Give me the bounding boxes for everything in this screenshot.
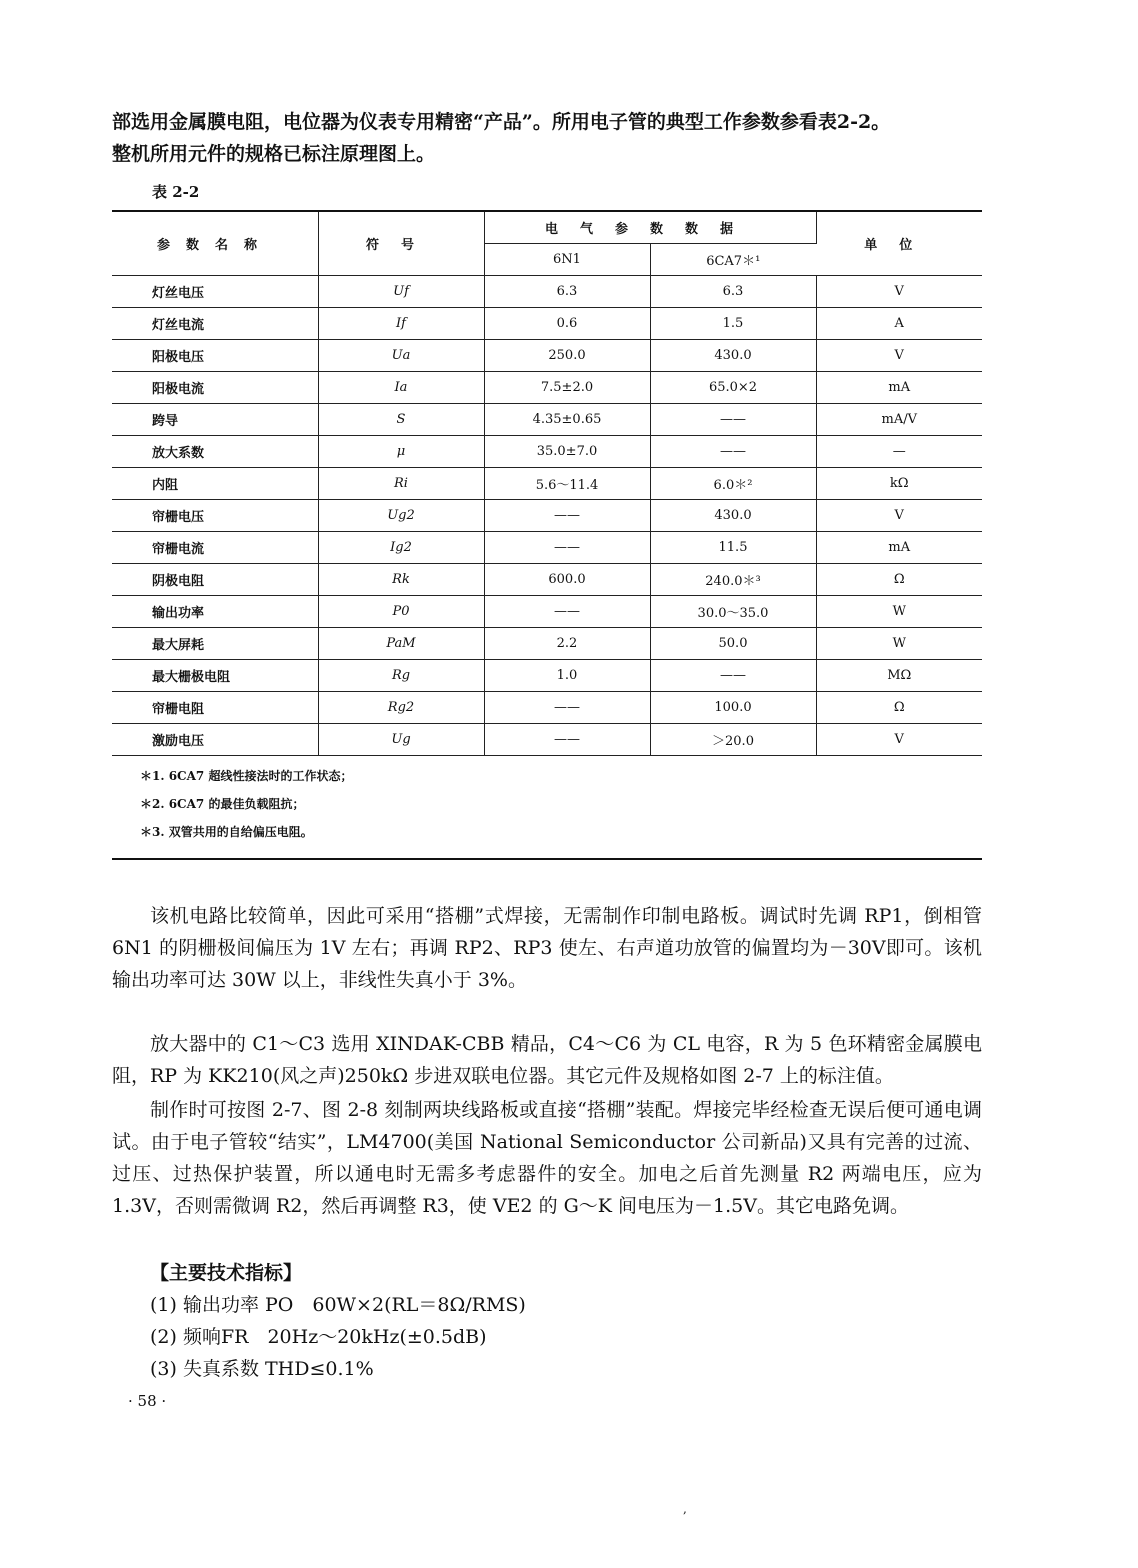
table-row — [112, 596, 982, 628]
param-name-cell: 帘栅电流 — [112, 532, 318, 564]
value-6ca7-cell: 430.0 — [650, 340, 816, 372]
value-6ca7-cell: 11.5 — [650, 532, 816, 564]
page-number: · 58 · — [128, 1392, 167, 1410]
paragraph-components: 放大器中的 C1～C3 选用 XINDAK-CBB 精品，C4～C6 为 CL 电容，R 为 5 色环精密金属膜电阻，RP 为 KK210(风之声)250kΩ 步进双联电位器。其它元件及规格如图 2-7 上的标注值。 — [112, 1033, 982, 1087]
unit-cell: V — [816, 500, 982, 532]
table-row — [112, 436, 982, 468]
param-name-cell: 激励电压 — [112, 724, 318, 756]
value-6ca7-cell: —— — [650, 436, 816, 468]
value-6ca7-cell: 65.0×2 — [650, 372, 816, 404]
unit-cell: MΩ — [816, 660, 982, 692]
table-row — [112, 308, 982, 340]
table-row — [112, 532, 982, 564]
symbol-cell: Ri — [318, 468, 484, 500]
table-row — [112, 372, 982, 404]
symbol-cell: Ig2 — [318, 532, 484, 564]
value-6ca7-cell: 430.0 — [650, 500, 816, 532]
table-row — [112, 468, 982, 500]
intro-line-1: 部选用金属膜电阻，电位器为仪表专用精密“产品”。所用电子管的典型工作参数参看表2-2。 — [112, 111, 891, 133]
param-name-cell: 阴极电阻 — [112, 564, 318, 596]
unit-cell: kΩ — [816, 468, 982, 500]
param-name-cell: 最大栅极电阻 — [112, 660, 318, 692]
table-row — [112, 692, 982, 724]
symbol-cell: PaM — [318, 628, 484, 660]
symbol-cell: S — [318, 404, 484, 436]
value-6n1-cell: 35.0±7.0 — [484, 436, 650, 468]
value-6ca7-cell: 1.5 — [650, 308, 816, 340]
unit-cell: Ω — [816, 564, 982, 596]
value-6n1-cell: 2.2 — [484, 628, 650, 660]
unit-cell: W — [816, 628, 982, 660]
param-name-cell: 放大系数 — [112, 436, 318, 468]
unit-cell: V — [816, 340, 982, 372]
paragraph-debugging: 该机电路比较简单，因此可采用“搭棚”式焊接，无需制作印制电路板。调试时先调 RP1，倒相管 6N1 的阴栅极间偏压为 1V 左右；再调 RP2、RP3 使左、右声道功放管的偏置均为－30V即可。该机输出功率可达 30W 以上，非线性失真小于 3%。 — [112, 905, 982, 991]
table-row — [112, 276, 982, 308]
param-name-cell: 阳极电流 — [112, 372, 318, 404]
table-row — [112, 340, 982, 372]
header-symbol: 符号 — [318, 211, 484, 276]
intro-line-2: 整机所用元件的规格已标注原理图上。 — [112, 143, 436, 165]
value-6n1-cell: —— — [484, 500, 650, 532]
value-6n1-cell: 600.0 — [484, 564, 650, 596]
param-name-cell: 灯丝电流 — [112, 308, 318, 340]
table-row — [112, 660, 982, 692]
value-6n1-cell: 0.6 — [484, 308, 650, 340]
table-header-row — [112, 211, 982, 244]
symbol-cell: Rg2 — [318, 692, 484, 724]
table-note: ＊1. 6CA7 超线性接法时的工作状态； — [140, 769, 353, 783]
value-6ca7-cell: 240.0＊³ — [650, 564, 816, 596]
header-unit: 单位 — [816, 211, 982, 276]
value-6ca7-cell: 100.0 — [650, 692, 816, 724]
value-6n1-cell: 1.0 — [484, 660, 650, 692]
unit-cell: Ω — [816, 692, 982, 724]
param-name-cell: 灯丝电压 — [112, 276, 318, 308]
value-6ca7-cell: 30.0～35.0 — [650, 596, 816, 628]
spec-item: (3) 失真系数 THD≤0.1% — [150, 1358, 374, 1380]
table-note: ＊3. 双管共用的自给偏压电阻。 — [140, 825, 313, 839]
table-row — [112, 500, 982, 532]
unit-cell: A — [816, 308, 982, 340]
unit-cell: V — [816, 724, 982, 756]
param-name-cell: 帘栅电压 — [112, 500, 318, 532]
param-name-cell: 最大屏耗 — [112, 628, 318, 660]
table-caption: 表 2-2 — [152, 183, 200, 201]
value-6n1-cell: —— — [484, 596, 650, 628]
spec-item: (2) 频响FR 20Hz～20kHz(±0.5dB) — [150, 1326, 487, 1348]
stray-mark: , — [683, 1502, 687, 1516]
unit-cell: W — [816, 596, 982, 628]
symbol-cell: If — [318, 308, 484, 340]
value-6ca7-cell: ＞20.0 — [650, 724, 816, 756]
symbol-cell: Ug — [318, 724, 484, 756]
symbol-cell: P0 — [318, 596, 484, 628]
symbol-cell: Rk — [318, 564, 484, 596]
paragraph-assembly: 制作时可按图 2-7、图 2-8 刻制两块线路板或直接“搭棚”装配。焊接完毕经检查无误后便可通电调试。由于电子管较“结实”，LM4700(美国 National Semiconductor 公司新品)又具有完善的过流、过压、过热保护装置，所以通电时无需多考虑器件的安全。加电之后首先测量 R2 两端电压，应为 1.3V，否则需微调 R2，然后再调整 R3，使 VE2 的 G～K 间电压为－1.5V。其它电路免调。 — [112, 1099, 982, 1217]
spec-title: 【主要技术指标】 — [150, 1262, 303, 1284]
unit-cell: — — [816, 436, 982, 468]
value-6ca7-cell: 6.3 — [650, 276, 816, 308]
symbol-cell: μ — [318, 436, 484, 468]
value-6n1-cell: —— — [484, 532, 650, 564]
table-row — [112, 628, 982, 660]
value-6ca7-cell: —— — [650, 404, 816, 436]
parameter-table — [112, 210, 982, 756]
value-6ca7-cell: —— — [650, 660, 816, 692]
value-6n1-cell: 4.35±0.65 — [484, 404, 650, 436]
param-name-cell: 输出功率 — [112, 596, 318, 628]
param-name-cell: 帘栅电阻 — [112, 692, 318, 724]
header-electrical-data: 电气参数数据 — [484, 211, 816, 244]
value-6n1-cell: —— — [484, 692, 650, 724]
value-6n1-cell: 6.3 — [484, 276, 650, 308]
symbol-cell: Ua — [318, 340, 484, 372]
param-name-cell: 阳极电压 — [112, 340, 318, 372]
unit-cell: mA/V — [816, 404, 982, 436]
spec-item: (1) 输出功率 PO 60W×2(RL＝8Ω/RMS) — [150, 1294, 526, 1316]
symbol-cell: Rg — [318, 660, 484, 692]
param-name-cell: 跨导 — [112, 404, 318, 436]
param-name-cell: 内阻 — [112, 468, 318, 500]
table-row — [112, 724, 982, 756]
value-6n1-cell: 5.6～11.4 — [484, 468, 650, 500]
table-note: ＊2. 6CA7 的最佳负载阻抗； — [140, 797, 305, 811]
symbol-cell: Ia — [318, 372, 484, 404]
value-6n1-cell: 250.0 — [484, 340, 650, 372]
table-notes — [112, 762, 982, 860]
value-6n1-cell: 7.5±2.0 — [484, 372, 650, 404]
table-row — [112, 564, 982, 596]
unit-cell: mA — [816, 372, 982, 404]
value-6ca7-cell: 50.0 — [650, 628, 816, 660]
header-6n1: 6N1 — [484, 244, 650, 276]
header-6ca7: 6CA7＊¹ — [650, 244, 816, 276]
table-row — [112, 404, 982, 436]
unit-cell: V — [816, 276, 982, 308]
value-6n1-cell: —— — [484, 724, 650, 756]
unit-cell: mA — [816, 532, 982, 564]
header-param-name: 参数名称 — [112, 211, 318, 276]
symbol-cell: Ug2 — [318, 500, 484, 532]
symbol-cell: Uf — [318, 276, 484, 308]
value-6ca7-cell: 6.0＊² — [650, 468, 816, 500]
